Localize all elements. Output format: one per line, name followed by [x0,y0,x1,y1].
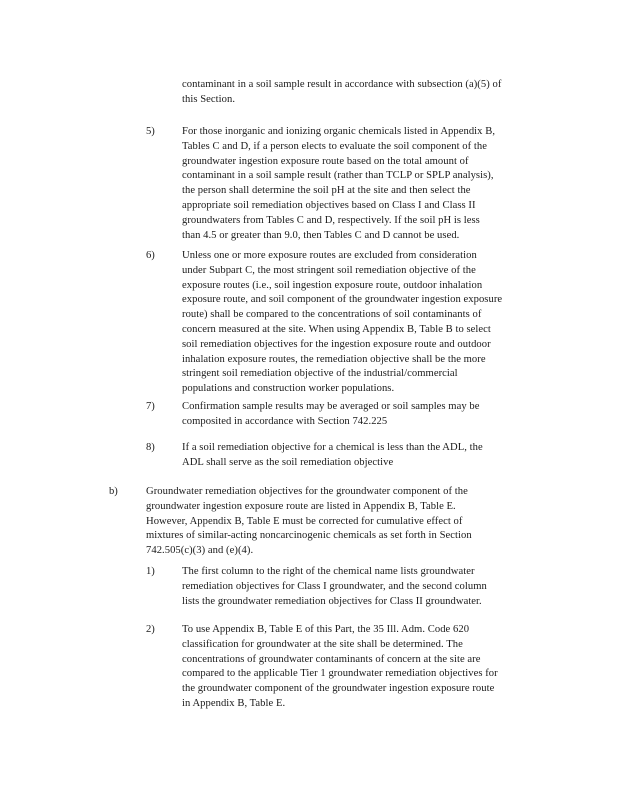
text-line: However, Appendix B, Table E must be corrected for cumulative effect of [146,515,463,527]
text-line: mixtures of similar-acting noncarcinogenic chemicals as set forth in Section [146,530,472,542]
text-line: route) shall be compared to the concentrations of soil contaminants of [182,309,482,321]
text-line: concentrations of groundwater contaminants of concern at the site are [182,653,481,665]
item-number: 2) [146,624,155,635]
text-line: groundwater ingestion exposure route based on the total amount of [182,155,469,167]
text-line: soil remediation objectives for the ingestion exposure route and outdoor [182,338,491,350]
text-line: the person shall determine the soil pH at the site and then select the [182,185,471,197]
item-paragraph [182,565,487,609]
item-number: 7) [146,401,155,412]
text-line: groundwaters from Tables C and D, respectively. If the soil pH is less [182,214,480,226]
section-paragraph [146,485,472,559]
item-number: 1) [146,566,155,577]
text-line: the groundwater component of the groundwater ingestion exposure route [182,683,495,695]
item-number: 6) [146,250,155,261]
text-line: If a soil remediation objective for a chemical is less than the ADL, the [182,442,483,453]
text-line: in Appendix B, Table E. [182,697,286,709]
text-line: under Subpart C, the most stringent soil remediation objective of the [182,264,476,276]
item-paragraph [182,441,483,471]
text-line: exposure routes (i.e., soil ingestion exposure route, outdoor inhalation [182,279,483,291]
item-paragraph [182,125,495,243]
text-line: Tables C and D, if a person elects to evaluate the soil component of the [182,140,487,152]
text-line: Unless one or more exposure routes are excluded from consideration [182,250,477,261]
text-line: To use Appendix B, Table E of this Part, the 35 Ill. Adm. Code 620 [182,624,470,635]
text-line: compared to the applicable Tier 1 groundwater remediation objectives for [182,668,498,680]
item-number: 8) [146,442,155,453]
text-line: inhalation exposure routes, the remediation objective shall be the more [182,353,486,365]
text-line: stringent soil remediation objective of the industrial/commercial [182,368,458,380]
text-line: concern measured at the site. When using Appendix B, Table B to select [182,323,491,335]
text-line: classification for groundwater at the site shall be determined. The [182,638,463,650]
text-line: exposure route, and soil component of the groundwater ingestion exposure [182,294,503,306]
text-line: The first column to the right of the chemical name lists groundwater [182,566,475,577]
text-line: populations and construction worker populations. [182,383,395,395]
text-line: lists the groundwater remediation objectives for Class II groundwater. [182,595,482,607]
text-line: 742.505(c)(3) and (e)(4). [146,545,254,557]
text-line: For those inorganic and ionizing organic chemicals listed in Appendix B, [182,126,496,137]
text-line: ADL shall serve as the soil remediation objective [182,456,394,468]
text-line: contaminant in a soil sample result in accordance with subsection (a)(5) of [182,79,502,90]
text-line: Confirmation sample results may be averaged or soil samples may be [182,401,480,412]
item-paragraph [182,400,480,430]
continuation-paragraph [182,78,501,108]
item-paragraph [182,623,498,712]
text-line: remediation objectives for Class I groundwater, and the second column [182,580,487,592]
text-line: than 4.5 or greater than 9.0, then Tables C and D cannot be used. [182,229,460,241]
item-number: 5) [146,126,155,137]
text-line: this Section. [182,93,236,105]
text-line: composited in accordance with Section 742.225 [182,415,388,427]
item-paragraph [182,249,502,397]
text-line: appropriate soil remediation objectives based on Class I and Class II [182,199,476,211]
section-number: b) [109,486,118,497]
text-line: Groundwater remediation objectives for the groundwater component of the [146,486,468,497]
text-line: groundwater ingestion exposure route are listed in Appendix B, Table E. [146,500,456,512]
text-line: contaminant in a soil sample result (rather than TCLP or SPLP analysis), [182,170,494,182]
